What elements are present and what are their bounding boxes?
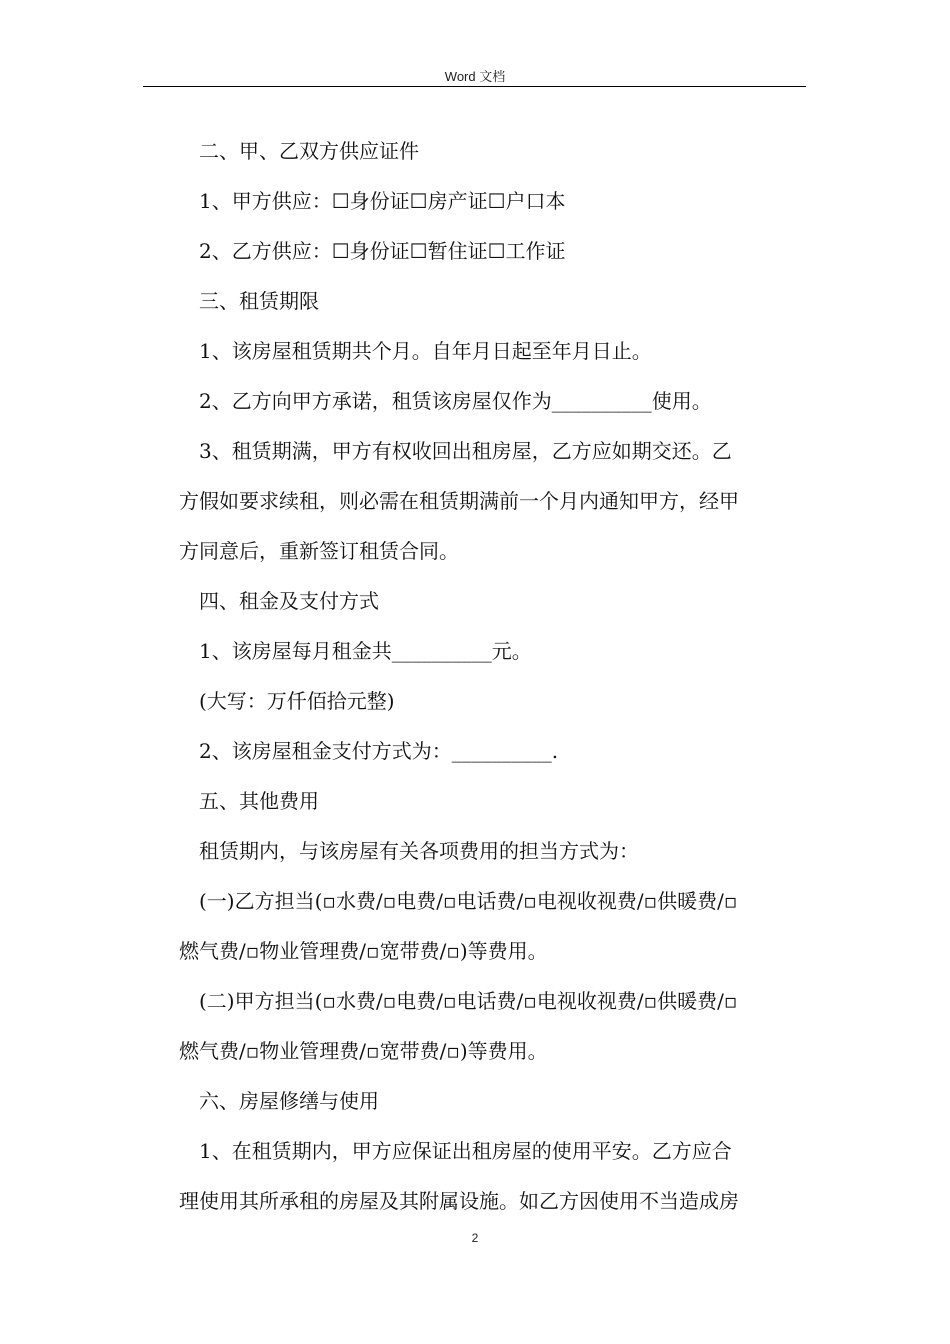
- paragraph-line: 燃气费/▫物业管理费/▫宽带费/▫)等费用。: [179, 939, 548, 963]
- paragraph-line: 方假如要求续租，则必需在租赁期满前一个月内通知甲方，经甲: [179, 489, 739, 513]
- paragraph-line: (一)乙方担当(▫水费/▫电费/▫电话费/▫电视收视费/▫供暖费/▫: [199, 889, 738, 913]
- paragraph-line: 1、该房屋每月租金共__________元。: [199, 639, 532, 663]
- paragraph-line: 2、该房屋租金支付方式为：__________.: [199, 739, 559, 763]
- paragraph-line: 1、该房屋租赁期共个月。自年月日起至年月日止。: [199, 339, 652, 363]
- paragraph-line: 2、乙方向甲方承诺，租赁该房屋仅作为__________使用。: [199, 389, 712, 413]
- paragraph-line: (二)甲方担当(▫水费/▫电费/▫电话费/▫电视收视费/▫供暖费/▫: [199, 989, 738, 1013]
- page-header: Word 文档: [444, 69, 506, 84]
- paragraph-line: 三、租赁期限: [199, 289, 319, 313]
- paragraph-line: 租赁期内，与该房屋有关各项费用的担当方式为：: [199, 839, 639, 863]
- paragraph-line: 四、租金及支付方式: [199, 589, 379, 613]
- paragraph-line: 3、租赁期满，甲方有权收回出租房屋，乙方应如期交还。乙: [199, 439, 732, 463]
- paragraph-line: (大写：万仟佰拾元整): [199, 689, 395, 713]
- header-divider: [143, 86, 806, 87]
- paragraph-line: 燃气费/▫物业管理费/▫宽带费/▫)等费用。: [179, 1039, 548, 1063]
- paragraph-line: 五、其他费用: [199, 789, 319, 813]
- document-body: [179, 126, 806, 1226]
- paragraph-line: 六、房屋修缮与使用: [199, 1089, 379, 1113]
- paragraph-line: 二、甲、乙双方供应证件: [199, 139, 419, 163]
- paragraph-line: 1、甲方供应：☐身份证☐房产证☐户口本: [199, 189, 566, 213]
- paragraph-line: 方同意后，重新签订租赁合同。: [179, 539, 459, 563]
- paragraph-line: 理使用其所承租的房屋及其附属设施。如乙方因使用不当造成房: [179, 1189, 739, 1213]
- paragraph-line: 1、在租赁期内，甲方应保证出租房屋的使用平安。乙方应合: [199, 1139, 732, 1163]
- paragraph-line: 2、乙方供应：☐身份证☐暂住证☐工作证: [199, 239, 566, 263]
- page-number: 2: [471, 1231, 479, 1245]
